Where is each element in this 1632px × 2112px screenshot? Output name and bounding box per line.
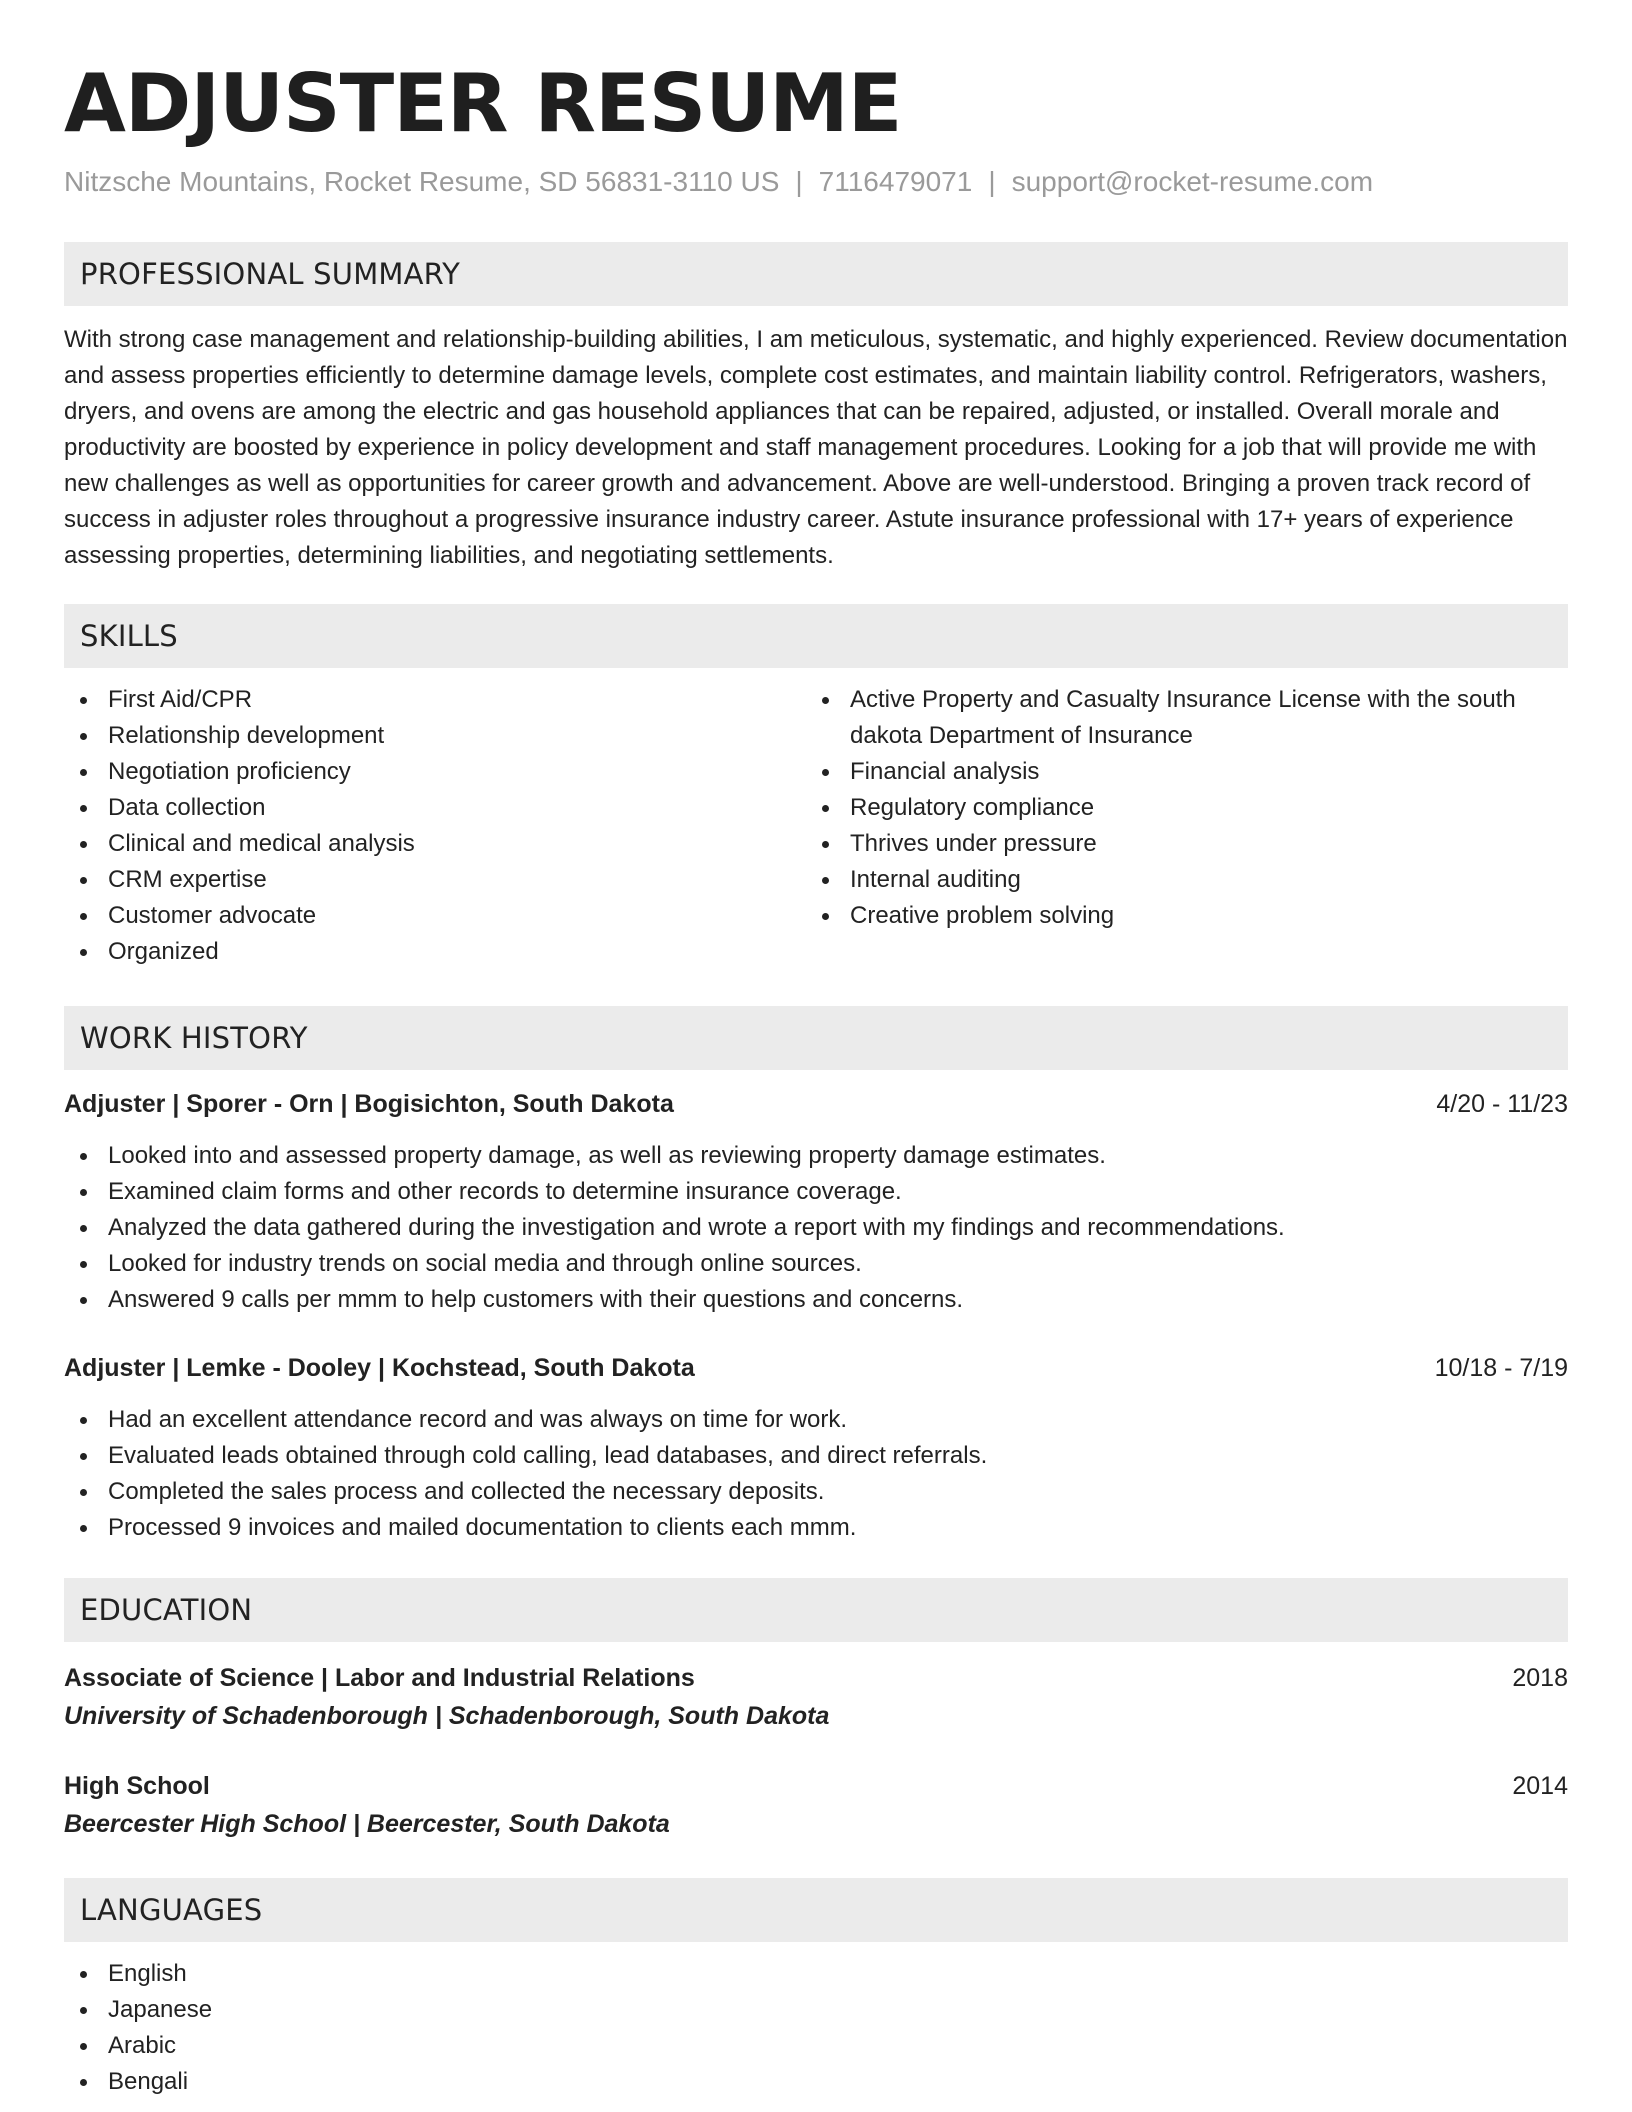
contact-email: support@rocket-resume.com (1011, 166, 1374, 197)
skills-list (64, 682, 1568, 970)
skill-item: Financial analysis (806, 754, 1568, 790)
job-entry (64, 1086, 1568, 1318)
job-bullets (64, 1402, 1568, 1546)
education-year: 2014 (1512, 1772, 1568, 1800)
section-header-languages: LANGUAGES (64, 1878, 1568, 1942)
skill-item: Internal auditing (806, 862, 1568, 898)
job-bullet: Evaluated leads obtained through cold calling, lead databases, and direct referrals. (64, 1438, 1568, 1474)
skill-item: First Aid/CPR (64, 682, 806, 718)
education-entry (64, 1660, 1568, 1734)
education-header (64, 1660, 1568, 1696)
job-bullet: Had an excellent attendance record and was always on time for work. (64, 1402, 1568, 1438)
language-item: Arabic (64, 2028, 1568, 2064)
languages-list (64, 1956, 1568, 2100)
job-title: Adjuster | Sporer - Orn | Bogisichton, South Dakota (64, 1090, 674, 1118)
skill-item: Customer advocate (64, 898, 806, 934)
language-item: English (64, 1956, 1568, 1992)
skill-item: CRM expertise (64, 862, 806, 898)
contact-separator: | (795, 166, 803, 197)
section-header-skills: SKILLS (64, 604, 1568, 668)
section-header-education: EDUCATION (64, 1578, 1568, 1642)
job-entry (64, 1350, 1568, 1546)
skill-item: Clinical and medical analysis (64, 826, 806, 862)
education-school: University of Schadenborough | Schadenborough, South Dakota (64, 1702, 830, 1730)
language-item: Bengali (64, 2064, 1568, 2100)
contact-separator: | (988, 166, 996, 197)
job-bullet: Looked into and assessed property damage, as well as reviewing property damage estimates. (64, 1138, 1568, 1174)
job-bullet: Analyzed the data gathered during the investigation and wrote a report with my findings and recommendations. (64, 1210, 1568, 1246)
contact-phone: 7116479071 (818, 166, 973, 197)
skill-item: Organized (64, 934, 806, 970)
resume-title: ADJUSTER RESUME (64, 57, 902, 150)
job-dates: 4/20 - 11/23 (1436, 1090, 1568, 1118)
job-dates: 10/18 - 7/19 (1434, 1354, 1568, 1382)
section-header-summary: PROFESSIONAL SUMMARY (64, 242, 1568, 306)
skills-column-right (806, 682, 1568, 970)
education-year: 2018 (1512, 1664, 1568, 1692)
job-bullet: Completed the sales process and collected the necessary deposits. (64, 1474, 1568, 1510)
summary-text: With strong case management and relationship-building abilities, I am meticulous, systematic, and highly experienced. Review documentation and assess properties efficiently to determine damage levels, complete cost estimates, and maintain liability control. Refrigerators, washers, dryers, and ovens are among the electric and gas household appliances that can be repaired, adjusted, or installed. Overall morale and productivity are boosted by experience in policy development and staff management procedures. Looking for a job that will provide me with new challenges as well as opportunities for career growth and advancement. Above are well-understood. Bringing a proven track record of success in adjuster roles throughout a progressive insurance industry career. Astute insurance professional with 17+ years of experience assessing properties, determining liabilities, and negotiating settlements. (64, 326, 1568, 569)
skill-item: Active Property and Casualty Insurance License with the south dakota Department of Insurance (806, 682, 1568, 754)
skill-item: Creative problem solving (806, 898, 1568, 934)
skills-column-left (64, 682, 806, 970)
skill-item: Regulatory compliance (806, 790, 1568, 826)
job-title: Adjuster | Lemke - Dooley | Kochstead, South Dakota (64, 1354, 695, 1382)
section-header-work-history: WORK HISTORY (64, 1006, 1568, 1070)
education-degree: High School (64, 1772, 210, 1800)
language-item: Japanese (64, 1992, 1568, 2028)
education-degree: Associate of Science | Labor and Industrial Relations (64, 1664, 695, 1692)
job-header (64, 1350, 1568, 1386)
skill-item: Relationship development (64, 718, 806, 754)
job-bullet: Examined claim forms and other records to determine insurance coverage. (64, 1174, 1568, 1210)
job-bullet: Processed 9 invoices and mailed documentation to clients each mmm. (64, 1510, 1568, 1546)
skill-item: Thrives under pressure (806, 826, 1568, 862)
education-entry (64, 1768, 1568, 1842)
job-bullet: Looked for industry trends on social media and through online sources. (64, 1246, 1568, 1282)
skill-item: Data collection (64, 790, 806, 826)
job-bullets (64, 1138, 1568, 1318)
job-header (64, 1086, 1568, 1122)
job-bullet: Answered 9 calls per mmm to help customers with their questions and concerns. (64, 1282, 1568, 1318)
contact-line (64, 164, 1568, 200)
skill-item: Negotiation proficiency (64, 754, 806, 790)
education-header (64, 1768, 1568, 1804)
contact-address: Nitzsche Mountains, Rocket Resume, SD 56831-3110 US (64, 166, 780, 197)
education-school: Beercester High School | Beercester, South Dakota (64, 1810, 670, 1838)
